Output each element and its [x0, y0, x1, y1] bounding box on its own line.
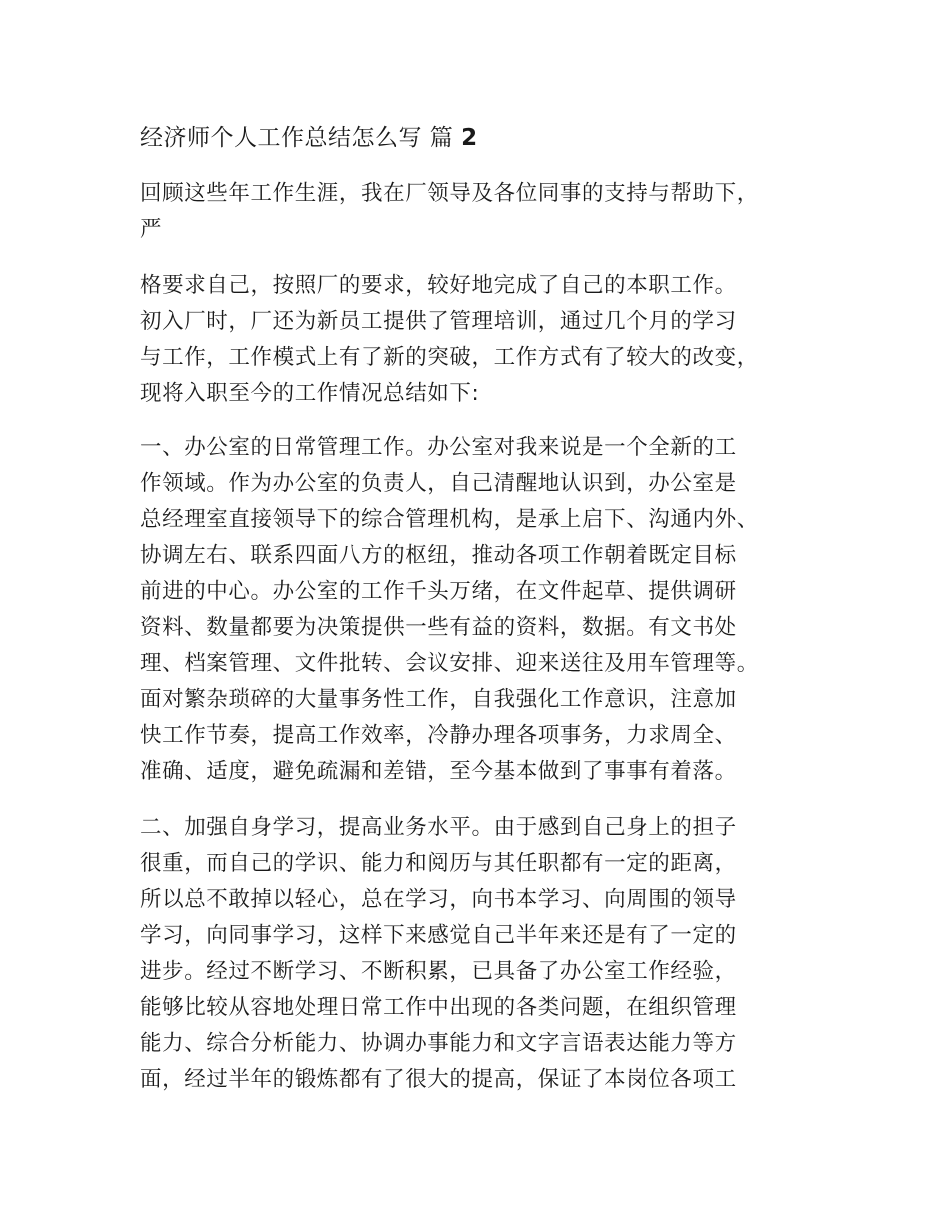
paragraph-4-line-5: 进步。经过不断学习、不断积累，已具备了办公室工作经验，	[140, 959, 737, 984]
paragraph-2-line-2: 初入厂时，厂还为新员工提供了管理培训，通过几个月的学习	[140, 309, 737, 334]
paragraph-3-line-6: 资料、数量都要为决策提供一些有益的资料，数据。有文书处	[140, 615, 737, 640]
paragraph-3-line-5: 前进的中心。办公室的工作千头万绪，在文件起草、提供调研	[140, 579, 737, 604]
paragraph-4-line-3: 所以总不敢掉以轻心，总在学习，向书本学习、向周围的领导	[140, 887, 737, 912]
paragraph-3-line-10: 准确、适度，避免疏漏和差错，至今基本做到了事事有着落。	[140, 759, 737, 784]
paragraph-3-line-1: 一、办公室的日常管理工作。办公室对我来说是一个全新的工	[140, 435, 737, 460]
title-number: 2	[461, 125, 478, 151]
paragraph-1-line-2: 严	[140, 217, 163, 242]
paragraph-3-line-3: 总经理室直接领导下的综合管理机构，是承上启下、沟通内外、	[140, 507, 759, 532]
paragraph-2-line-4: 现将入职至今的工作情况总结如下:	[140, 381, 480, 406]
paragraph-1-line-1: 回顾这些年工作生涯，我在厂领导及各位同事的支持与帮助下，	[140, 181, 759, 206]
paragraph-4-line-2: 很重，而自己的学识、能力和阅历与其任职都有一定的距离，	[140, 851, 737, 876]
paragraph-2-line-3: 与工作，工作模式上有了新的突破，工作方式有了较大的改变，	[140, 345, 759, 370]
paragraph-3-line-7: 理、档案管理、文件批转、会议安排、迎来送往及用车管理等。	[140, 651, 759, 676]
paragraph-4-line-8: 面，经过半年的锻炼都有了很大的提高，保证了本岗位各项工	[140, 1067, 737, 1092]
paragraph-4-line-4: 学习，向同事学习，这样下来感觉自己半年来还是有了一定的	[140, 923, 737, 948]
paragraph-3-line-9: 快工作节奏，提高工作效率，冷静办理各项事务，力求周全、	[140, 723, 737, 748]
paragraph-3-line-2: 作领域。作为办公室的负责人，自己清醒地认识到，办公室是	[140, 471, 737, 496]
title-text: 经济师个人工作总结怎么写 篇	[140, 125, 454, 151]
paragraph-2-line-1: 格要求自己，按照厂的要求，较好地完成了自己的本职工作。	[140, 273, 737, 298]
paragraph-4-line-7: 能力、综合分析能力、协调办事能力和文字言语表达能力等方	[140, 1031, 737, 1056]
paragraph-4-line-1: 二、加强自身学习，提高业务水平。由于感到自己身上的担子	[140, 815, 737, 840]
paragraph-3-line-8: 面对繁杂琐碎的大量事务性工作，自我强化工作意识，注意加	[140, 687, 737, 712]
paragraph-3-line-4: 协调左右、联系四面八方的枢纽，推动各项工作朝着既定目标	[140, 543, 737, 568]
document-title	[140, 118, 478, 158]
paragraph-4-line-6: 能够比较从容地处理日常工作中出现的各类问题，在组织管理	[140, 995, 737, 1020]
